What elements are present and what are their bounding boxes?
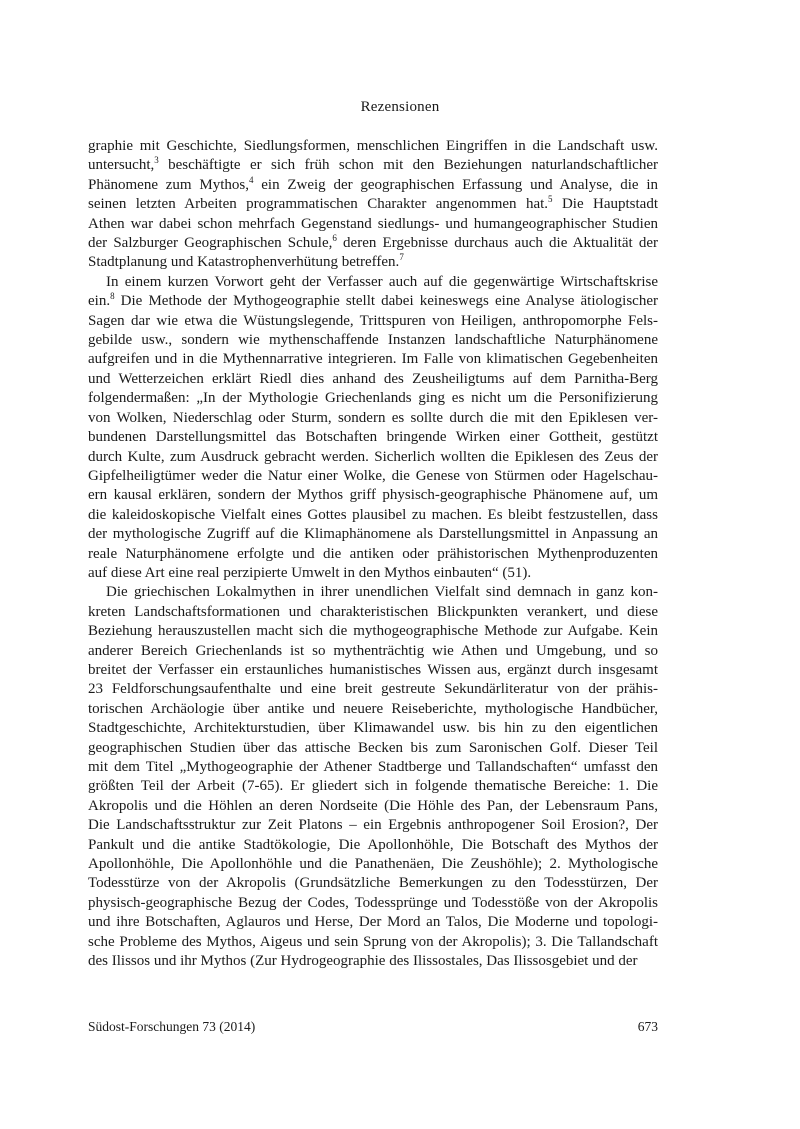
text-segment: und Wetterzeichen erklärt Riedl dies anhand des Zeusheiligtums auf dem Parnitha-Berg <box>88 370 658 387</box>
text-line <box>88 758 658 777</box>
text-segment: Akropolis und die Höhlen an deren Nordseite (Die Höhle des Pan, der Lebensraum Pans, <box>88 797 658 814</box>
text-line <box>88 777 658 796</box>
text-segment: Phänomene zum Mythos, <box>88 176 249 193</box>
text-segment: Sagen dar wie etwa die Wüstungslegende, Trittspuren von Heiligen, anthropomorphe Fels- <box>88 312 658 329</box>
running-head: Rezensionen <box>360 99 440 115</box>
text-line <box>88 273 658 292</box>
text-segment: deren Ergebnisse durchaus auch die Aktualität der <box>336 235 658 252</box>
text-segment: auf diese Art eine real perzipierte Umwelt in den Mythos einbauten“ (51). <box>88 564 532 581</box>
text-line <box>88 952 658 971</box>
text-line <box>88 816 658 835</box>
text-line <box>88 506 658 525</box>
text-segment: anderer Bereich Griechenlands ist so mythenträchtig wie Athen und Umgebung, und so <box>88 642 658 659</box>
text-segment: Gipfelheiligtümer weder die Natur einer Wolke, die Genese von Stürmen oder Hagelschau- <box>88 467 658 484</box>
text-segment: Die griechischen Lokalmythen in ihrer unendlichen Vielfalt sind demnach in ganz kon- <box>106 584 658 601</box>
text-segment: Todesstürze von der Akropolis (Grundsätzliche Bemerkungen zu den Todesstürzen, Der <box>88 875 658 892</box>
text-segment: 23 Feldforschungsaufenthalte und eine breit gestreute Sekundärliteratur von der prähis- <box>88 681 658 698</box>
text-segment: reale Naturphänomene erfolgte und die antiken oder prähistorischen Mythenproduzenten <box>88 545 658 562</box>
text-segment: gebilde usw., sondern wie mythenschaffende Instanzen landschaftliche Naturphänomene <box>88 332 658 349</box>
text-segment: Beziehung herauszustellen macht sich die mythogeographische Methode zur Aufgabe. Kein <box>88 623 658 640</box>
text-line <box>88 545 658 564</box>
text-segment: ern kausal erklären, sondern der Mythos griff physisch-geographische Phänomene auf, um <box>88 487 658 504</box>
text-line <box>88 836 658 855</box>
text-line <box>88 409 658 428</box>
text-line <box>88 739 658 758</box>
paragraph <box>88 583 658 971</box>
text-segment: Stadtplanung und Katastrophenverhütung betreffen. <box>88 254 400 271</box>
footnote-marker: 3 <box>154 155 159 166</box>
text-segment: physisch-geographische Bezug der Codes, Todessprünge und Todesstöße von der Akropolis <box>88 894 658 911</box>
text-line <box>88 253 658 272</box>
paragraph <box>88 137 658 273</box>
text-segment: untersucht, <box>88 157 155 174</box>
footnote-marker: 7 <box>399 252 404 263</box>
text-line <box>88 874 658 893</box>
text-line <box>88 913 658 932</box>
text-line <box>88 176 658 195</box>
text-line <box>88 156 658 175</box>
text-segment: der Salzburger Geographischen Schule, <box>88 235 333 252</box>
text-segment: Die Methode der Mythogeographie stellt dabei keineswegs eine Analyse ätiologischer <box>114 293 658 310</box>
text-segment: die kaleidoskopische Vielfalt eines Gottes plausibel zu machen. Es bleibt festzustellen, dass <box>88 506 658 523</box>
text-segment: Die Hauptstadt <box>552 196 658 213</box>
text-line <box>88 350 658 369</box>
text-line <box>88 719 658 738</box>
text-line <box>88 642 658 661</box>
text-line <box>88 428 658 447</box>
text-segment: durch Kulte, zum Ausdruck gebracht werden. Sicherlich wollten die Epiklesen des Zeus der <box>88 448 658 465</box>
text-line <box>88 137 658 156</box>
text-line <box>88 234 658 253</box>
paragraph <box>88 273 658 584</box>
text-line <box>88 370 658 389</box>
text-segment: beschäftigte er sich früh schon mit den Beziehungen naturlandschaftlicher <box>158 157 658 174</box>
text-segment: aufgreifen und in die Mythennarrative integrieren. Im Falle von klimatischen Gegebenheiten <box>88 351 658 368</box>
text-line <box>88 855 658 874</box>
text-segment: torischen Archäologie über antike und neuere Reiseberichte, mythologische Handbücher, <box>88 700 658 717</box>
footnote-marker: 4 <box>248 174 254 185</box>
text-line <box>88 331 658 350</box>
text-segment: und ihre Botschaften, Aglauros und Herse, Der Mord an Talos, Die Moderne und topologi- <box>88 914 658 931</box>
footnote-marker: 5 <box>548 194 553 205</box>
text-segment: größten Teil der Arbeit (7-65). Er gliedert sich in folgende thematische Bereiche: 1. Die <box>88 778 658 795</box>
text-line <box>88 215 658 234</box>
text-line <box>88 448 658 467</box>
text-segment: graphie mit Geschichte, Siedlungsformen, menschlichen Eingriffen in die Landschaft usw. <box>88 138 658 154</box>
text-segment: Apollonhöhle, Die Apollonhöhle und die Panathenäen, Die Zeushöhle); 2. Mythologische <box>88 856 658 873</box>
text-line <box>88 603 658 622</box>
text-line <box>88 564 658 583</box>
text-segment: Athen war dabei schon mehrfach Gegenstand siedlungs- und humangeographischer Studien <box>88 215 658 232</box>
text-line <box>88 583 658 602</box>
page-number: 673 <box>637 1019 658 1034</box>
text-segment: Die Landschaftsstruktur zur Zeit Platons – ein Ergebnis anthropogener Soil Erosion?, Der <box>88 817 658 834</box>
footnote-marker: 6 <box>332 233 337 244</box>
text-segment: bundenen Darstellungsmittel das Botschaften bringende Wirken einer Gottheit, gestützt <box>88 429 658 446</box>
text-line <box>88 894 658 913</box>
text-line <box>88 700 658 719</box>
text-segment: von Wolken, Niederschlag oder Sturm, sondern es sollte durch die mit den Epiklesen ver- <box>88 409 658 426</box>
text-line <box>88 389 658 408</box>
text-line <box>88 661 658 680</box>
text-segment: ein Zweig der geographischen Erfassung und Analyse, die in <box>253 176 658 193</box>
text-line <box>88 680 658 699</box>
text-segment: ein. <box>88 293 111 310</box>
text-segment: seinen letzten Arbeiten programmatischen Charakter angenommen hat. <box>88 196 549 213</box>
text-line <box>88 486 658 505</box>
text-line <box>88 525 658 544</box>
text-segment: breitet der Verfasser ein erstaunliches humanistisches Wissen aus, ergänzt durch insgesamt <box>88 661 658 678</box>
text-line <box>88 797 658 816</box>
journal-citation: Südost-Forschungen 73 (2014) <box>88 1019 256 1034</box>
text-line <box>88 195 658 214</box>
text-segment: geographischen Studien über das attische Becken bis zum Saronischen Golf. Dieser Teil <box>88 739 658 756</box>
text-segment: der mythologische Zugriff auf die Klimaphänomene als Darstellungsmittel in Anpassung an <box>88 526 658 543</box>
text-line <box>88 933 658 952</box>
text-line <box>88 467 658 486</box>
text-line <box>88 292 658 311</box>
footnote-marker: 8 <box>110 291 115 302</box>
text-segment: Pankult und die antike Stadtökologie, Die Apollonhöhle, Die Botschaft des Mythos der <box>88 836 658 853</box>
text-segment: folgendermaßen: „In der Mythologie Griechenlands ging es nicht um die Personifizierung <box>88 390 658 407</box>
text-line <box>88 312 658 331</box>
text-line <box>88 622 658 641</box>
text-segment: des Ilissos und ihr Mythos (Zur Hydrogeographie des Ilissostales, Das Ilissosgebiet und der <box>88 953 638 970</box>
text-segment: kreten Landschaftsformationen und charakteristischen Blickpunkten verankert, und diese <box>88 603 658 620</box>
text-segment: sche Probleme des Mythos, Aigeus und sein Sprung von der Akropolis); 3. Die Tallandschaft <box>88 933 658 950</box>
text-segment: In einem kurzen Vorwort geht der Verfasser auch auf die gegenwärtige Wirtschaftskrise <box>106 273 658 290</box>
text-segment: mit dem Titel „Mythogeographie der Athener Stadtberge und Tallandschaften“ umfasst den <box>88 759 658 775</box>
text-segment: Stadtgeschichte, Architekturstudien, über Klimawandel usw. bis hin zu den eigentlichen <box>88 720 658 737</box>
review-body <box>88 137 658 971</box>
